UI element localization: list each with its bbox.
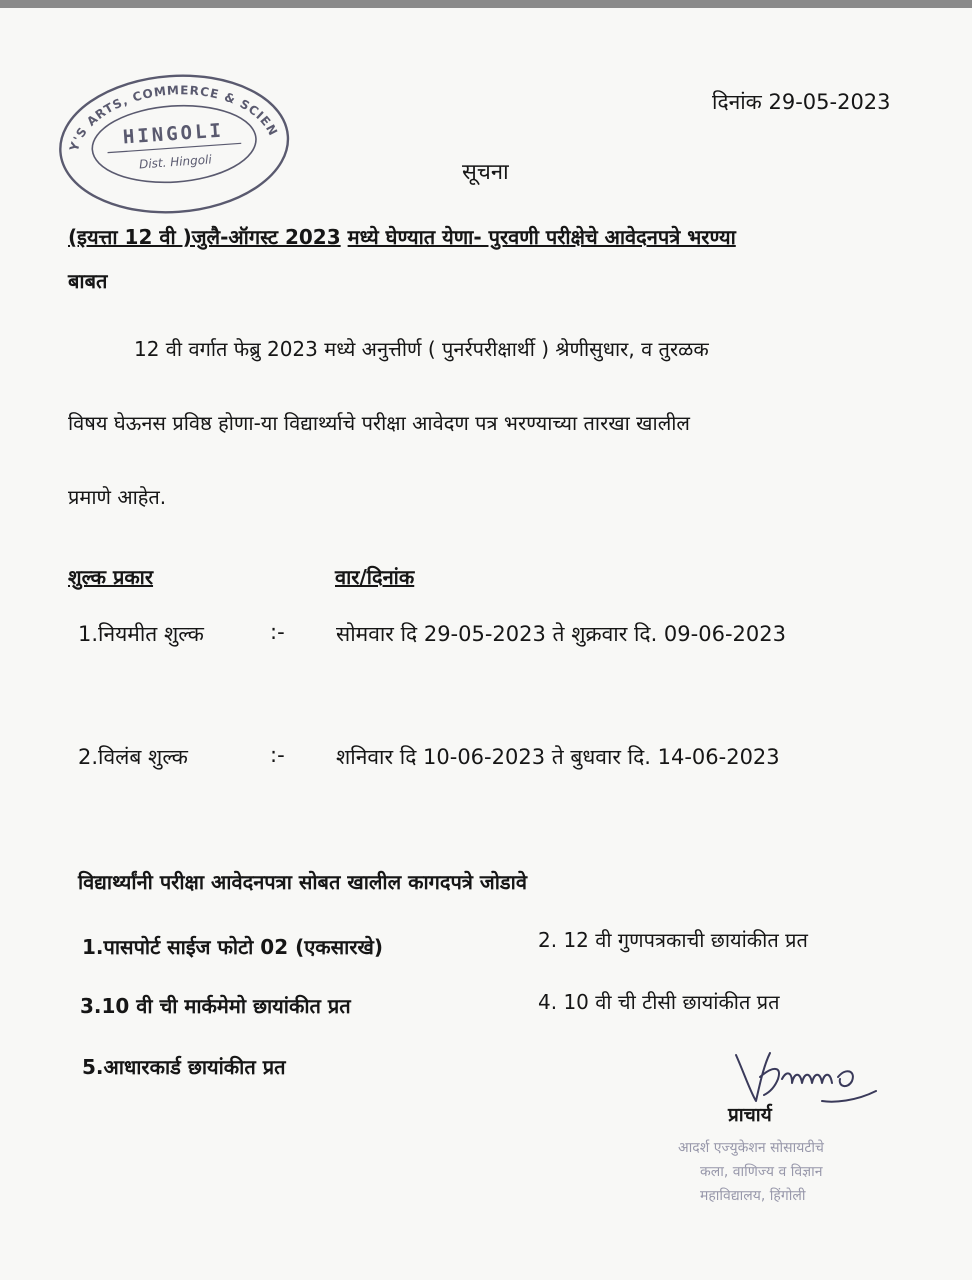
notice-body <box>68 312 960 534</box>
documents-title: विद्यार्थ्यांनी परीक्षा आवेदनपत्रा सोबत खालील कागदपत्रे जोडावे <box>78 870 527 894</box>
body-line-2: विषय घेऊनस प्रविष्ठ होणा-या विद्यार्थ्याचे परीक्षा आवेदण पत्र भरण्याच्या तारखा खालील <box>68 411 690 435</box>
stamp-line-3: महाविद्यालय, हिंगोली <box>700 1188 806 1204</box>
body-line-3: प्रमाणे आहेत. <box>68 485 167 509</box>
fee-separator: :- <box>270 620 285 644</box>
subject-part-3: बाबत <box>68 269 108 293</box>
fee-name: 1.नियमीत शुल्क <box>78 622 204 646</box>
fee-dates: सोमवार दि 29-05-2023 ते शुक्रवार दि. 09-06-2023 <box>336 622 786 646</box>
college-seal-graphic <box>50 60 298 224</box>
fee-separator: :- <box>270 743 285 767</box>
notice-page <box>0 8 972 1280</box>
subject-part-2: मध्ये घेण्यात येणा- पुरवणी परीक्षेचे आवेदनपत्रे भरण्या <box>347 225 736 249</box>
stamp-line-1: आदर्श एज्युकेशन सोसायटीचे <box>678 1140 824 1156</box>
principal-title: प्राचार्य <box>728 1104 772 1126</box>
fee-date-header: वार/दिनांक <box>335 565 415 589</box>
seal-place-text: HINGOLI <box>122 119 225 149</box>
document-item-5: 5.आधारकार्ड छायांकीत प्रत <box>82 1055 286 1079</box>
page-title: सूचना <box>462 160 509 185</box>
notice-subject <box>68 215 958 303</box>
document-item-1: 1.पासपोर्ट साईज फोटो 02 (एकसारखे) <box>82 935 384 959</box>
body-line-1: 12 वी वर्गात फेब्रु 2023 मध्ये अनुत्तीर्ण ( पुनर्रपरीक्षार्थी ) श्रेणीसुधार, व तुरळक <box>134 337 709 361</box>
principal-stamp <box>678 1136 824 1208</box>
seal-district-text: Dist. Hingoli <box>138 152 213 172</box>
subject-part-1: (इयत्ता 12 वी )जुलै-ऑगस्ट 2023 <box>68 225 341 249</box>
document-item-4: 4. 10 वी ची टीसी छायांकीत प्रत <box>538 990 780 1014</box>
fee-dates: शनिवार दि 10-06-2023 ते बुधवार दि. 14-06-2023 <box>336 745 780 769</box>
stamp-line-2: कला, वाणिज्य व विज्ञान <box>700 1164 823 1180</box>
notice-date: दिनांक 29-05-2023 <box>712 90 891 114</box>
fee-type-header: शुल्क प्रकार <box>68 565 154 589</box>
document-item-3: 3.10 वी ची मार्कमेमो छायांकीत प्रत <box>80 994 351 1018</box>
seal-top-text: A.E. SOCIETY'S ARTS, COMMERCE & SCIENCE COLLEGE <box>50 65 281 153</box>
college-seal <box>50 60 298 224</box>
fee-name: 2.विलंब शुल्क <box>78 745 188 769</box>
document-item-2: 2. 12 वी गुणपत्रकाची छायांकीत प्रत <box>538 928 808 952</box>
